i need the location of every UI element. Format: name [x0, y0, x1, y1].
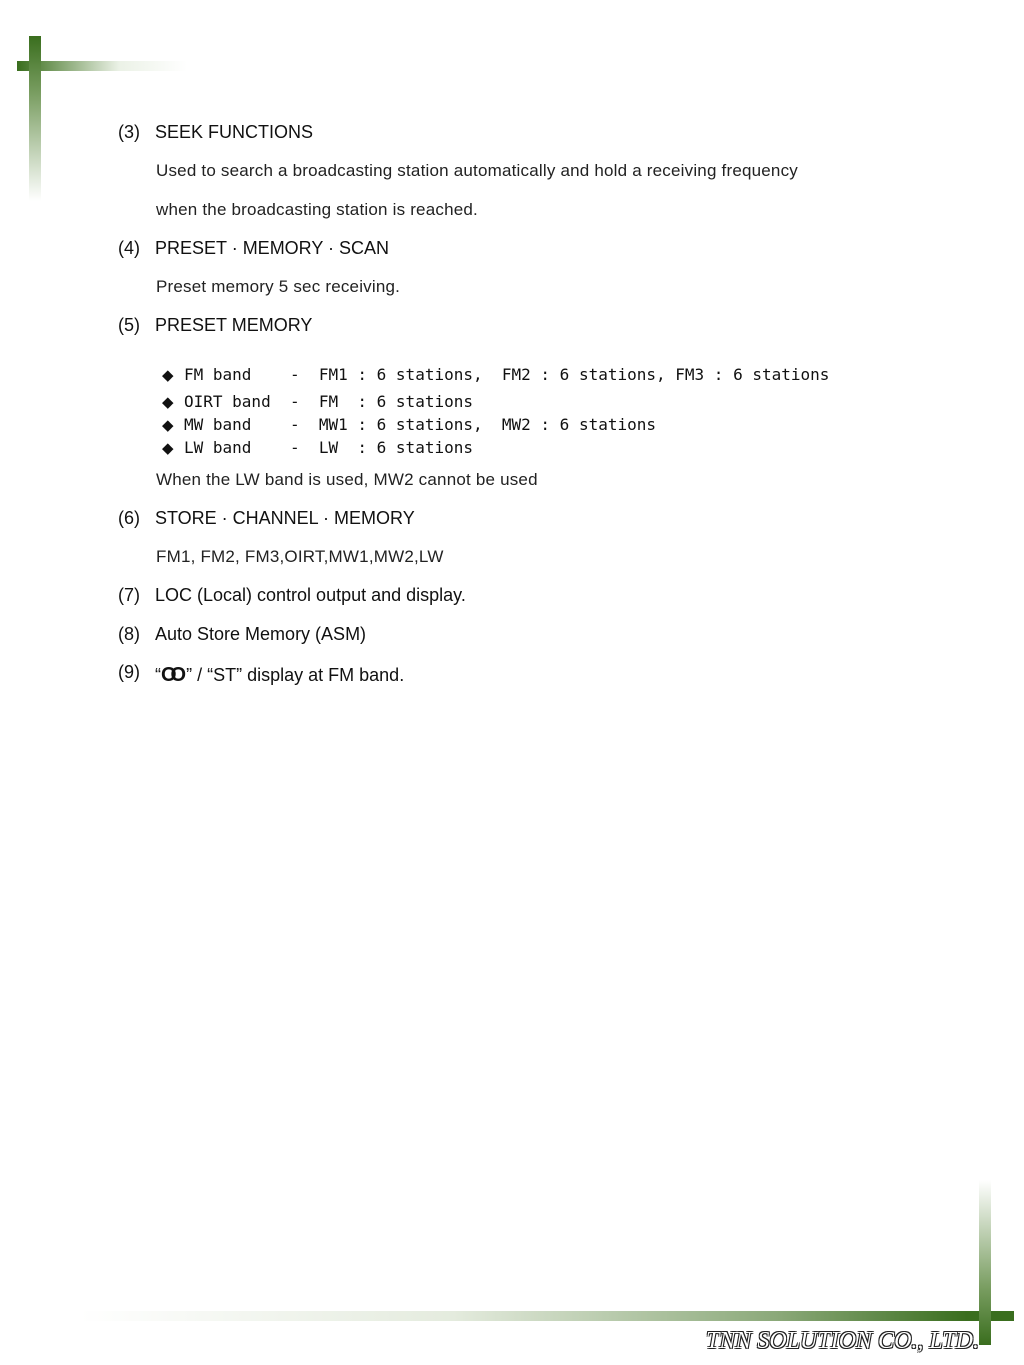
section-number: (5)	[118, 315, 140, 335]
section-number: (7)	[118, 585, 140, 605]
section-number: (6)	[118, 508, 140, 528]
section-heading-preset-scan: PRESET · MEMORY · SCAN	[155, 238, 390, 258]
heading-suffix: ” / “ST” display at FM band.	[186, 665, 405, 685]
section-number: (8)	[118, 624, 140, 644]
band-text: MW band - MW1 : 6 stations, MW2 : 6 stations	[184, 415, 657, 434]
top-left-horizontal-bar	[17, 61, 187, 71]
section-number: (3)	[118, 122, 140, 142]
stereo-icon: OO	[161, 664, 181, 686]
section-heading-asm: Auto Store Memory (ASM)	[155, 624, 367, 644]
lw-band-note: When the LW band is used, MW2 cannot be used	[156, 470, 538, 489]
section-heading-loc: LOC (Local) control output and display.	[155, 585, 466, 605]
bottom-right-vertical-bar	[979, 1180, 991, 1345]
diamond-bullet-icon: ◆	[162, 393, 174, 411]
open-quote: “	[155, 665, 161, 685]
bottom-right-horizontal-bar	[80, 1311, 1014, 1321]
band-list-item	[162, 438, 473, 457]
store-band-list: FM1, FM2, FM3,OIRT,MW1,MW2,LW	[156, 547, 444, 566]
band-list-item	[162, 415, 656, 434]
seek-description-line1: Used to search a broadcasting station automatically and hold a receiving frequency	[156, 161, 798, 180]
diamond-bullet-icon: ◆	[162, 439, 174, 457]
diamond-bullet-icon: ◆	[162, 416, 174, 434]
diamond-bullet-icon: ◆	[162, 366, 174, 384]
band-list-item	[162, 365, 829, 384]
top-left-vertical-bar	[29, 36, 41, 201]
section-heading-store-channel: STORE · CHANNEL · MEMORY	[155, 508, 415, 528]
section-heading-stereo-display	[155, 664, 404, 687]
band-text: LW band - LW : 6 stations	[184, 438, 473, 457]
section-heading-seek: SEEK FUNCTIONS	[155, 122, 314, 142]
band-list-item	[162, 392, 473, 411]
section-number: (9)	[118, 662, 140, 682]
seek-description-line2: when the broadcasting station is reached.	[156, 200, 478, 219]
preset-scan-description: Preset memory 5 sec receiving.	[156, 277, 401, 296]
band-text: FM band - FM1 : 6 stations, FM2 : 6 stations, FM3 : 6 stations	[184, 365, 830, 384]
section-heading-preset-memory: PRESET MEMORY	[155, 315, 313, 335]
section-number: (4)	[118, 238, 140, 258]
band-text: OIRT band - FM : 6 stations	[184, 392, 473, 411]
company-footer: TNN SOLUTION CO., LTD.	[706, 1328, 979, 1354]
